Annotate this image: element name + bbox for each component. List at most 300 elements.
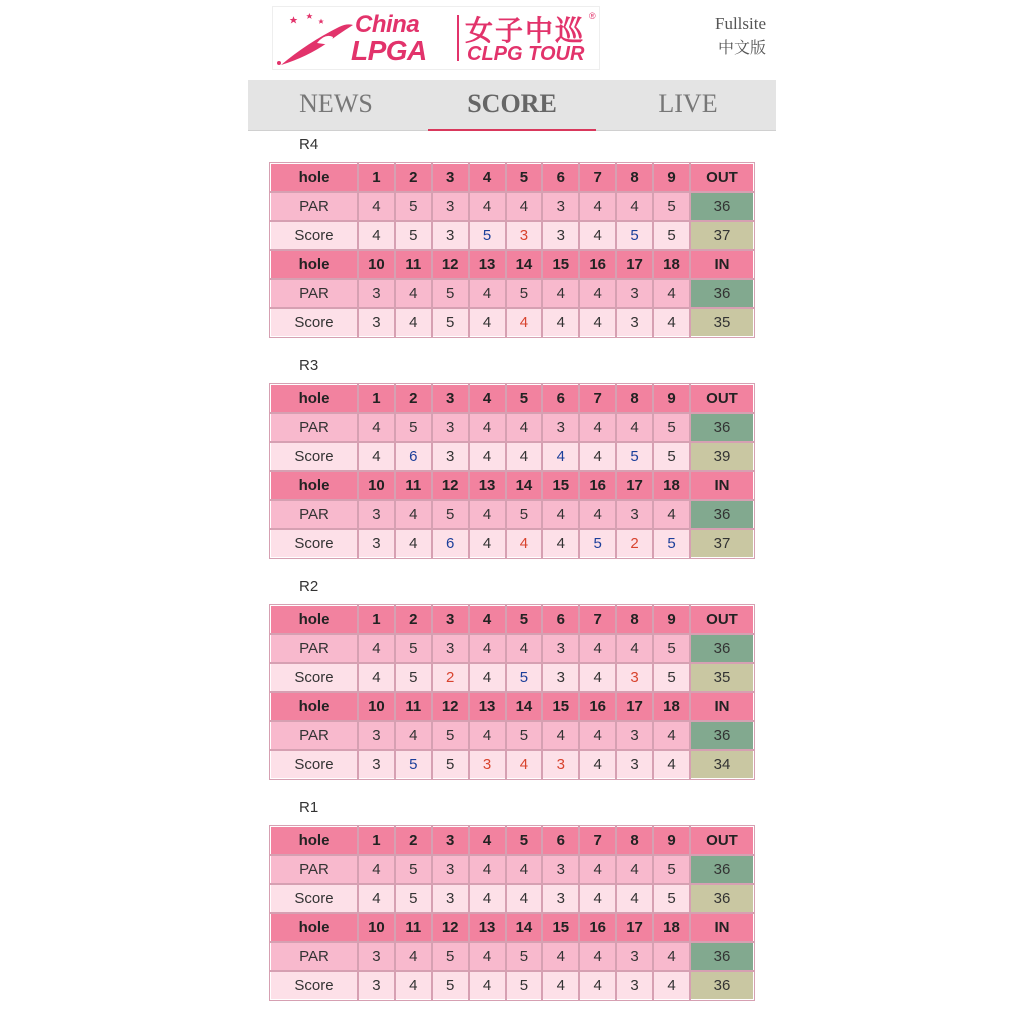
row-label-cell: Score [270, 308, 358, 337]
row-label-cell: hole [270, 826, 358, 855]
round-section [269, 352, 755, 559]
score-cell: 4 [395, 529, 432, 558]
hole-number-cell: 1 [358, 384, 395, 413]
hole-number-cell: 17 [616, 692, 653, 721]
total-cell: 36 [690, 884, 754, 913]
round-section [269, 794, 755, 1001]
tab-score[interactable]: SCORE [424, 80, 600, 130]
score-cell: 3 [358, 308, 395, 337]
hole-number-cell: 12 [432, 250, 469, 279]
hole-number-cell: 17 [616, 471, 653, 500]
hole-row [270, 826, 754, 855]
score-row [270, 529, 754, 558]
score-cell: 2 [616, 529, 653, 558]
hole-number-cell: 2 [395, 384, 432, 413]
row-label-cell: Score [270, 663, 358, 692]
row-label-cell: PAR [270, 855, 358, 884]
row-label-cell: Score [270, 442, 358, 471]
hole-row [270, 163, 754, 192]
par-cell: 4 [653, 942, 690, 971]
hole-number-cell: 15 [542, 913, 579, 942]
hole-number-cell: 11 [395, 250, 432, 279]
par-cell: 5 [506, 942, 543, 971]
hole-number-cell: 14 [506, 913, 543, 942]
score-cell: 5 [616, 442, 653, 471]
hole-number-cell: 6 [542, 826, 579, 855]
row-label-cell: Score [270, 221, 358, 250]
par-row [270, 942, 754, 971]
hole-number-cell: 14 [506, 471, 543, 500]
hole-number-cell: 15 [542, 471, 579, 500]
score-cell: 4 [358, 884, 395, 913]
score-cell: 4 [469, 884, 506, 913]
par-cell: 3 [432, 634, 469, 663]
score-cell: 4 [653, 750, 690, 779]
total-cell: 34 [690, 750, 754, 779]
row-label-cell: Score [270, 750, 358, 779]
hole-number-cell: 10 [358, 471, 395, 500]
hole-number-cell: 18 [653, 471, 690, 500]
score-row [270, 663, 754, 692]
par-cell: 5 [432, 279, 469, 308]
par-row [270, 500, 754, 529]
par-cell: 4 [358, 192, 395, 221]
par-cell: 4 [395, 942, 432, 971]
rounds-list [269, 131, 755, 1015]
par-row [270, 855, 754, 884]
par-cell: 5 [653, 634, 690, 663]
par-cell: 5 [653, 192, 690, 221]
par-cell: 4 [616, 634, 653, 663]
par-cell: 4 [616, 413, 653, 442]
par-cell: 5 [395, 192, 432, 221]
hole-number-cell: 5 [506, 826, 543, 855]
hole-number-cell: 18 [653, 913, 690, 942]
score-row [270, 884, 754, 913]
par-cell: 4 [579, 942, 616, 971]
round-label: R3 [299, 357, 319, 374]
par-row [270, 721, 754, 750]
hole-number-cell: 16 [579, 471, 616, 500]
score-cell: 4 [579, 971, 616, 1000]
score-cell: 4 [506, 529, 543, 558]
par-cell: 5 [506, 500, 543, 529]
total-header-cell: OUT [690, 384, 754, 413]
round-label: R2 [299, 578, 319, 595]
hole-number-cell: 2 [395, 826, 432, 855]
score-cell: 4 [542, 442, 579, 471]
par-cell: 4 [653, 279, 690, 308]
hole-number-cell: 8 [616, 163, 653, 192]
hole-number-cell: 8 [616, 826, 653, 855]
hole-number-cell: 13 [469, 250, 506, 279]
par-cell: 5 [395, 855, 432, 884]
score-cell: 5 [653, 884, 690, 913]
score-cell: 4 [469, 529, 506, 558]
hole-number-cell: 16 [579, 250, 616, 279]
score-cell: 3 [616, 308, 653, 337]
score-cell: 4 [579, 884, 616, 913]
hole-row [270, 384, 754, 413]
hole-row [270, 692, 754, 721]
total-cell: 36 [690, 942, 754, 971]
round-label: R4 [299, 136, 319, 153]
score-cell: 5 [395, 884, 432, 913]
par-cell: 5 [395, 413, 432, 442]
hole-number-cell: 7 [579, 826, 616, 855]
hole-number-cell: 1 [358, 605, 395, 634]
par-cell: 4 [579, 192, 616, 221]
hole-number-cell: 6 [542, 384, 579, 413]
hole-row [270, 471, 754, 500]
hole-number-cell: 12 [432, 692, 469, 721]
par-cell: 4 [469, 279, 506, 308]
hole-number-cell: 6 [542, 163, 579, 192]
par-cell: 4 [653, 721, 690, 750]
score-cell: 4 [506, 750, 543, 779]
row-label-cell: hole [270, 250, 358, 279]
par-cell: 3 [432, 855, 469, 884]
row-label-cell: PAR [270, 942, 358, 971]
par-cell: 4 [653, 500, 690, 529]
hole-number-cell: 13 [469, 471, 506, 500]
logo-text-lpga: LPGA [351, 35, 427, 66]
total-header-cell: OUT [690, 605, 754, 634]
logo-registered-mark: ® [589, 11, 596, 21]
hole-number-cell: 18 [653, 250, 690, 279]
fullsite-link[interactable]: Fullsite [714, 14, 766, 33]
hole-number-cell: 10 [358, 250, 395, 279]
score-cell: 3 [358, 971, 395, 1000]
par-cell: 4 [469, 855, 506, 884]
score-cell: 3 [542, 884, 579, 913]
hole-number-cell: 3 [432, 605, 469, 634]
hole-number-cell: 13 [469, 913, 506, 942]
score-cell: 3 [542, 221, 579, 250]
par-cell: 4 [506, 413, 543, 442]
par-cell: 5 [506, 721, 543, 750]
total-header-cell: IN [690, 250, 754, 279]
score-cell: 4 [358, 442, 395, 471]
hole-row [270, 605, 754, 634]
chinese-version-link[interactable]: 中文版 [717, 38, 766, 57]
hole-number-cell: 1 [358, 163, 395, 192]
hole-number-cell: 8 [616, 605, 653, 634]
score-cell: 5 [653, 663, 690, 692]
par-cell: 3 [432, 192, 469, 221]
row-label-cell: Score [270, 884, 358, 913]
golfer-swoosh-icon [277, 13, 357, 67]
hole-row [270, 250, 754, 279]
par-cell: 4 [395, 500, 432, 529]
logo-text-china: China [355, 11, 420, 38]
total-cell: 39 [690, 442, 754, 471]
total-cell: 36 [690, 279, 754, 308]
score-cell: 5 [579, 529, 616, 558]
hole-number-cell: 5 [506, 163, 543, 192]
score-cell: 6 [395, 442, 432, 471]
scorecard-table [269, 162, 755, 338]
par-cell: 3 [358, 721, 395, 750]
total-cell: 36 [690, 855, 754, 884]
par-cell: 3 [542, 192, 579, 221]
par-cell: 4 [579, 721, 616, 750]
score-cell: 5 [616, 221, 653, 250]
score-cell: 3 [542, 750, 579, 779]
par-cell: 5 [395, 634, 432, 663]
score-cell: 4 [469, 308, 506, 337]
hole-number-cell: 9 [653, 384, 690, 413]
score-cell: 4 [506, 884, 543, 913]
score-cell: 5 [653, 221, 690, 250]
par-cell: 3 [616, 721, 653, 750]
row-label-cell: hole [270, 605, 358, 634]
round-label: R1 [299, 799, 319, 816]
score-cell: 4 [653, 971, 690, 1000]
par-cell: 4 [469, 500, 506, 529]
par-cell: 4 [579, 634, 616, 663]
total-cell: 35 [690, 663, 754, 692]
row-label-cell: Score [270, 971, 358, 1000]
round-section [269, 573, 755, 780]
row-label-cell: hole [270, 692, 358, 721]
par-cell: 3 [542, 413, 579, 442]
par-cell: 4 [506, 855, 543, 884]
par-cell: 4 [579, 500, 616, 529]
par-cell: 5 [432, 942, 469, 971]
par-cell: 4 [579, 855, 616, 884]
score-cell: 4 [469, 971, 506, 1000]
total-cell: 36 [690, 192, 754, 221]
score-row [270, 750, 754, 779]
par-cell: 4 [358, 855, 395, 884]
hole-number-cell: 12 [432, 471, 469, 500]
hole-number-cell: 3 [432, 384, 469, 413]
site-version-links [715, 12, 766, 60]
par-cell: 4 [579, 413, 616, 442]
hole-number-cell: 11 [395, 913, 432, 942]
par-cell: 3 [432, 413, 469, 442]
hole-number-cell: 17 [616, 913, 653, 942]
hole-number-cell: 2 [395, 605, 432, 634]
total-cell: 37 [690, 529, 754, 558]
score-row [270, 221, 754, 250]
par-cell: 4 [542, 279, 579, 308]
total-cell: 36 [690, 500, 754, 529]
row-label-cell: PAR [270, 721, 358, 750]
score-cell: 3 [358, 750, 395, 779]
hole-number-cell: 7 [579, 163, 616, 192]
score-cell: 4 [579, 442, 616, 471]
par-cell: 4 [395, 279, 432, 308]
par-cell: 5 [506, 279, 543, 308]
score-cell: 5 [653, 442, 690, 471]
hole-number-cell: 2 [395, 163, 432, 192]
par-row [270, 279, 754, 308]
score-cell: 4 [506, 442, 543, 471]
score-cell: 3 [616, 663, 653, 692]
score-cell: 3 [616, 971, 653, 1000]
logo-divider [457, 15, 459, 61]
score-cell: 4 [469, 663, 506, 692]
score-row [270, 971, 754, 1000]
par-cell: 4 [469, 942, 506, 971]
hole-number-cell: 1 [358, 826, 395, 855]
score-cell: 4 [542, 308, 579, 337]
hole-number-cell: 5 [506, 384, 543, 413]
total-header-cell: OUT [690, 826, 754, 855]
hole-number-cell: 4 [469, 605, 506, 634]
row-label-cell: PAR [270, 279, 358, 308]
par-cell: 3 [358, 942, 395, 971]
header [248, 0, 776, 80]
par-cell: 4 [616, 192, 653, 221]
score-cell: 5 [395, 750, 432, 779]
hole-number-cell: 9 [653, 826, 690, 855]
par-cell: 4 [542, 500, 579, 529]
score-cell: 5 [653, 529, 690, 558]
total-cell: 36 [690, 721, 754, 750]
hole-number-cell: 14 [506, 692, 543, 721]
row-label-cell: hole [270, 384, 358, 413]
score-cell: 5 [469, 221, 506, 250]
score-cell: 3 [469, 750, 506, 779]
hole-number-cell: 3 [432, 163, 469, 192]
par-cell: 3 [616, 500, 653, 529]
total-header-cell: IN [690, 692, 754, 721]
row-label-cell: PAR [270, 500, 358, 529]
par-cell: 4 [506, 192, 543, 221]
hole-number-cell: 5 [506, 605, 543, 634]
row-label-cell: PAR [270, 192, 358, 221]
score-cell: 4 [358, 663, 395, 692]
round-section [269, 131, 755, 338]
hole-number-cell: 15 [542, 250, 579, 279]
hole-number-cell: 16 [579, 913, 616, 942]
total-header-cell: IN [690, 471, 754, 500]
hole-number-cell: 6 [542, 605, 579, 634]
score-row [270, 308, 754, 337]
score-cell: 4 [579, 750, 616, 779]
score-cell: 5 [432, 308, 469, 337]
total-cell: 35 [690, 308, 754, 337]
hole-number-cell: 12 [432, 913, 469, 942]
row-label-cell: Score [270, 529, 358, 558]
score-cell: 3 [542, 663, 579, 692]
par-cell: 3 [616, 279, 653, 308]
hole-number-cell: 18 [653, 692, 690, 721]
score-cell: 6 [432, 529, 469, 558]
par-cell: 4 [358, 413, 395, 442]
logo-text-tour: CLPG TOUR [467, 43, 585, 65]
score-cell: 4 [579, 308, 616, 337]
par-cell: 3 [358, 279, 395, 308]
par-cell: 4 [469, 634, 506, 663]
par-cell: 4 [395, 721, 432, 750]
hole-row [270, 913, 754, 942]
hole-number-cell: 17 [616, 250, 653, 279]
row-label-cell: hole [270, 913, 358, 942]
hole-number-cell: 4 [469, 826, 506, 855]
par-cell: 4 [469, 413, 506, 442]
hole-number-cell: 10 [358, 692, 395, 721]
score-cell: 4 [616, 884, 653, 913]
hole-number-cell: 9 [653, 605, 690, 634]
total-header-cell: IN [690, 913, 754, 942]
total-cell: 37 [690, 221, 754, 250]
score-cell: 3 [358, 529, 395, 558]
score-cell: 4 [542, 971, 579, 1000]
page [248, 0, 776, 1024]
total-header-cell: OUT [690, 163, 754, 192]
score-row [270, 442, 754, 471]
row-label-cell: hole [270, 471, 358, 500]
par-cell: 5 [432, 500, 469, 529]
par-cell: 4 [469, 192, 506, 221]
row-label-cell: hole [270, 163, 358, 192]
scorecard-table [269, 825, 755, 1001]
par-cell: 5 [432, 721, 469, 750]
row-label-cell: PAR [270, 634, 358, 663]
total-cell: 36 [690, 413, 754, 442]
score-cell: 4 [395, 971, 432, 1000]
par-cell: 5 [653, 855, 690, 884]
hole-number-cell: 4 [469, 384, 506, 413]
total-cell: 36 [690, 971, 754, 1000]
score-cell: 5 [395, 663, 432, 692]
hole-number-cell: 4 [469, 163, 506, 192]
scorecard-table [269, 604, 755, 780]
hole-number-cell: 3 [432, 826, 469, 855]
score-cell: 3 [506, 221, 543, 250]
hole-number-cell: 11 [395, 692, 432, 721]
par-cell: 3 [616, 942, 653, 971]
par-row [270, 413, 754, 442]
par-row [270, 634, 754, 663]
par-cell: 4 [542, 721, 579, 750]
china-lpga-logo[interactable] [272, 6, 600, 70]
hole-number-cell: 7 [579, 605, 616, 634]
par-cell: 4 [579, 279, 616, 308]
score-cell: 5 [432, 971, 469, 1000]
par-cell: 4 [469, 721, 506, 750]
score-cell: 5 [432, 750, 469, 779]
score-cell: 3 [432, 221, 469, 250]
score-cell: 4 [469, 442, 506, 471]
row-label-cell: PAR [270, 413, 358, 442]
tab-live[interactable]: LIVE [658, 89, 718, 118]
score-cell: 3 [432, 884, 469, 913]
par-cell: 4 [358, 634, 395, 663]
hole-number-cell: 9 [653, 163, 690, 192]
tab-news[interactable]: NEWS [299, 89, 373, 118]
par-cell: 4 [616, 855, 653, 884]
score-cell: 4 [358, 221, 395, 250]
par-cell: 3 [542, 855, 579, 884]
score-cell: 3 [616, 750, 653, 779]
hole-number-cell: 16 [579, 692, 616, 721]
hole-number-cell: 14 [506, 250, 543, 279]
par-cell: 5 [653, 413, 690, 442]
par-cell: 3 [358, 500, 395, 529]
score-cell: 2 [432, 663, 469, 692]
score-cell: 4 [395, 308, 432, 337]
score-cell: 4 [579, 663, 616, 692]
score-cell: 4 [579, 221, 616, 250]
hole-number-cell: 13 [469, 692, 506, 721]
total-cell: 36 [690, 634, 754, 663]
score-cell: 3 [432, 442, 469, 471]
